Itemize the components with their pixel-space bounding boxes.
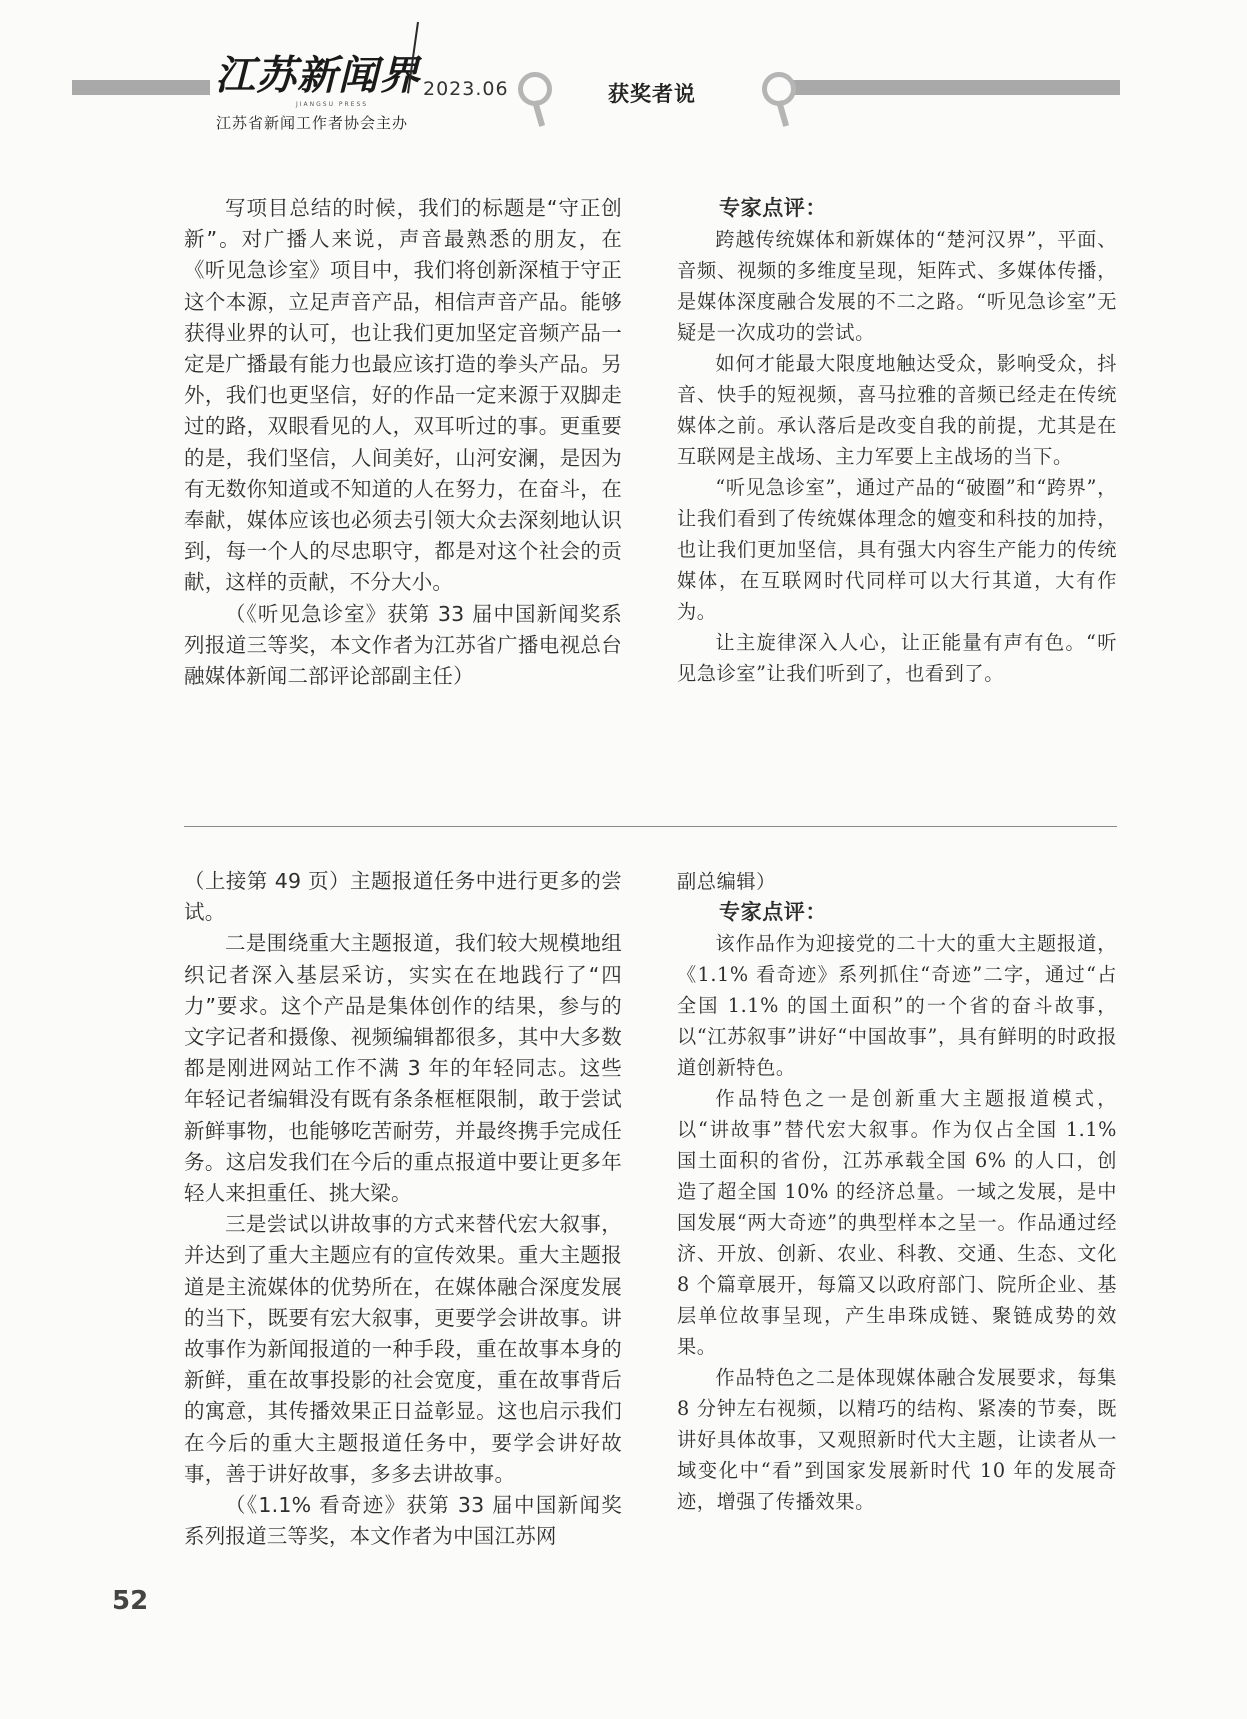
review-paragraph: 让主旋律深入人心，让正能量有声有色。“听见急诊室”让我们听到了，也看到了。 xyxy=(677,631,1117,685)
magazine-logo-subtitle: JIANGSU PRESS xyxy=(296,101,369,108)
review-heading: 专家点评： xyxy=(719,196,827,220)
article-paragraph: 二是围绕重大主题报道，我们较大规模地组织记者深入基层采访，实实在在地践行了“四力”要求。这个产品是集体创作的结果，参与的文字记者和摄像、视频编辑都很多，其中大多数都是刚进网站工作不满 3 年的年轻同志。这些年轻记者编辑没有既有条条框框限制，敢于尝试新鲜事物，也能够吃苦耐劳，并最终携手完成任务。这启发我们在今后的重点报道中要让更多年轻人来担重任、挑大梁。 xyxy=(184,931,622,1206)
page-number: 52 xyxy=(112,1586,149,1616)
article-paragraph: 写项目总结的时候，我们的标题是“守正创新”。对广播人来说，声音最熟悉的朋友，在《听见急诊室》项目中，我们将创新深植于守正这个本源，立足声音产品，相信声音产品。能够获得业界的认可，也让我们更加坚定音频产品一定是广播最有能力也最应该打造的拳头产品。另外，我们也更坚信，好的作品一定来源于双脚走过的路，双眼看见的人，双耳听过的事。更重要的是，我们坚信，人间美好，山河安澜，是因为有无数你知道或不知道的人在努力，在奋斗，在奉献，媒体应该也必须去引领大众去深刻地认识到，每一个人的尽忠职守，都是对这个社会的贡献，这样的贡献，不分大小。 xyxy=(184,196,622,595)
article-author-note: （《1.1% 看奇迹》获第 33 届中国新闻奖系列报道三等奖，本文作者为中国江苏网 xyxy=(184,1493,622,1549)
header-bar-left xyxy=(72,80,210,95)
author-note-continuation: 副总编辑） xyxy=(677,870,776,893)
review-paragraph: 如何才能最大限度地触达受众，影响受众，抖音、快手的短视频，喜马拉雅的音频已经走在传统媒体之前。承认落后是改变自我的前提，尤其是在互联网是主战场、主力军要上主战场的当下。 xyxy=(677,352,1117,468)
article-author-note: （《听见急诊室》获第 33 届中国新闻奖系列报道三等奖，本文作者为江苏省广播电视总台融媒体新闻二部评论部副主任） xyxy=(184,601,622,689)
issue-number: 2023.06 xyxy=(423,78,509,100)
article-paragraph: 三是尝试以讲故事的方式来替代宏大叙事，并达到了重大主题应有的宣传效果。重大主题报道是主流媒体的优势所在，在媒体融合深度发展的当下，既要有宏大叙事，更要学会讲故事。讲故事作为新闻报道的一种手段，重在故事本身的新鲜，重在故事投影的社会宽度，重在故事背后的寓意，其传播效果正日益彰显。这也启示我们在今后的重大主题报道任务中，要学会讲好故事，善于讲好故事，多多去讲故事。 xyxy=(184,1212,622,1486)
pin-icon xyxy=(518,72,552,106)
review-paragraph: “听见急诊室”，通过产品的“破圈”和“跨界”，让我们看到了传统媒体理念的嬗变和科技的加持，也让我们更加坚信，具有强大内容生产能力的传统媒体，在互联网时代同样可以大行其道，大有作为。 xyxy=(677,476,1117,623)
article-top-column xyxy=(184,193,622,692)
review-paragraph: 该作品作为迎接党的二十大的重大主题报道，《1.1% 看奇迹》系列抓住“奇迹”二字，通过“占全国 1.1% 的国土面积”的一个省的奋斗故事，以“江苏叙事”讲好“中国故事”，具有鲜明的时政报道创新特色。 xyxy=(677,932,1117,1079)
expert-review-bottom xyxy=(677,866,1117,1517)
header-bar-right xyxy=(790,80,1120,95)
review-paragraph: 作品特色之二是体现媒体融合发展要求，每集 8 分钟左右视频，以精巧的结构、紧凑的节奏，既讲好具体故事，又观照新时代大主题，让读者从一域变化中“看”到国家发展新时代 10 年的发展奇迹，增强了传播效果。 xyxy=(677,1366,1117,1513)
article-bottom-column xyxy=(184,866,622,1552)
review-paragraph: 跨越传统媒体和新媒体的“楚河汉界”，平面、音频、视频的多维度呈现，矩阵式、多媒体传播，是媒体深度融合发展的不二之路。“听见急诊室”无疑是一次成功的尝试。 xyxy=(677,228,1117,344)
review-paragraph: 作品特色之一是创新重大主题报道模式，以“讲故事”替代宏大叙事。作为仅占全国 1.1% 国土面积的省份，江苏承载全国 6% 的人口，创造了超全国 10% 的经济总量。一域之发展，是中国发展“两大奇迹”的典型样本之呈一。作品通过经济、开放、创新、农业、科教、交通、生态、文化 8 个篇章展开，每篇又以政府部门、院所企业、基层单位故事呈现，产生串珠成链、聚链成势的效果。 xyxy=(677,1087,1117,1358)
organizer-line: 江苏省新闻工作者协会主办 xyxy=(216,114,409,132)
expert-review-top xyxy=(677,193,1117,689)
magazine-logo: 江苏新闻界 xyxy=(215,53,420,99)
pin-icon xyxy=(762,72,796,106)
section-divider xyxy=(184,826,1117,827)
review-heading: 专家点评： xyxy=(719,900,827,924)
section-title: 获奖者说 xyxy=(608,82,696,106)
continued-from-note: （上接第 49 页）主题报道任务中进行更多的尝试。 xyxy=(184,869,622,925)
